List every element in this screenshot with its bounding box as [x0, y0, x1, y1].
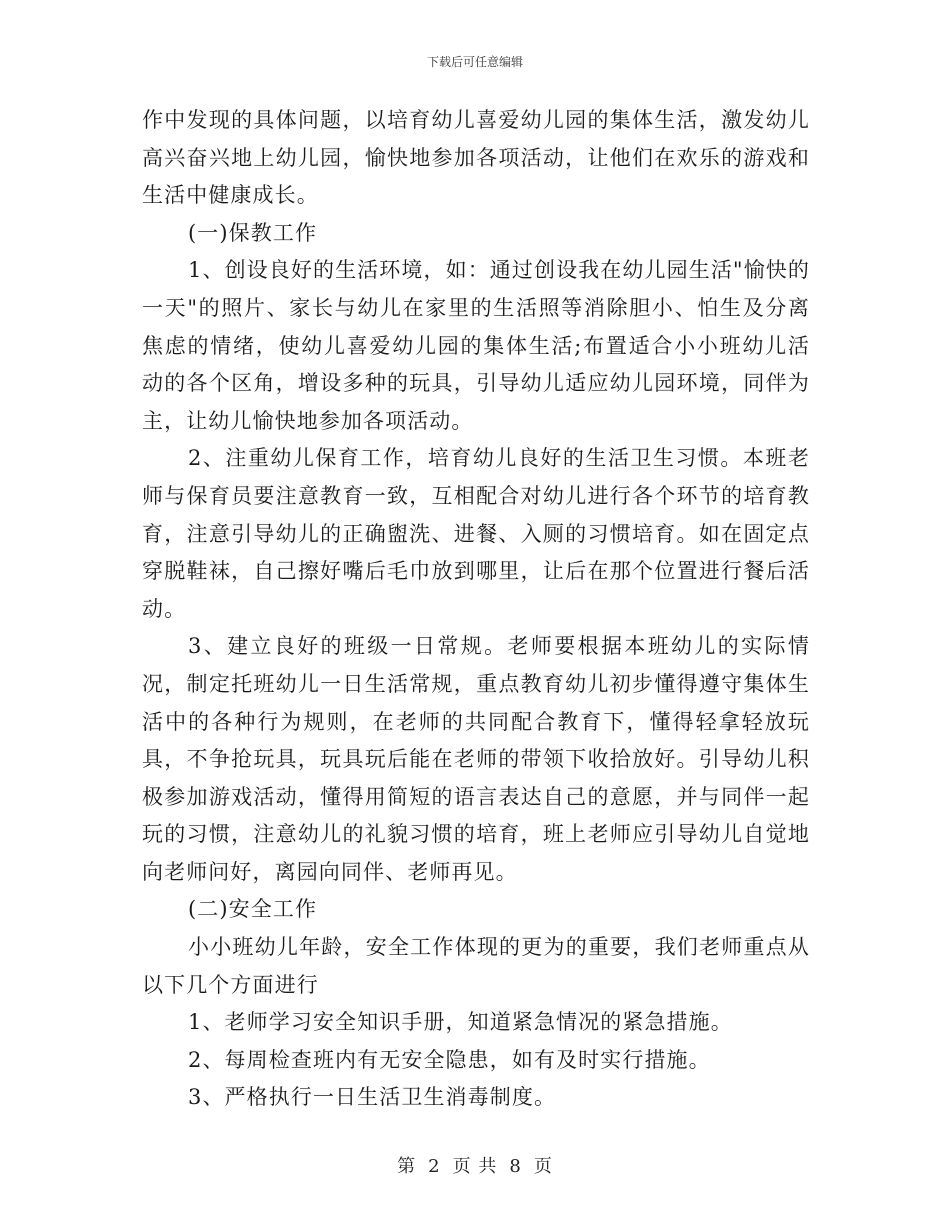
paragraph-environment: 1、创设良好的生活环境，如：通过创设我在幼儿园生活"愉快的一天"的照片、家长与幼儿在家里的生活照等消除胆小、怕生及分离焦虑的情绪，使幼儿喜爱幼儿园的集体生活;布置适合小小班幼儿活动的各个区角，增设多种的玩具，引导幼儿适应幼儿园环境，同伴为主，让幼儿愉快地参加各项活动。: [142, 258, 810, 433]
page-footer-middle: 页 共: [452, 1156, 498, 1177]
page-number-total: 8: [509, 1156, 522, 1177]
section-heading-safety: (二)安全工作: [188, 897, 318, 922]
paragraph-safety-intro: 小小班幼儿年龄，安全工作体现的更为的重要，我们老师重点从以下几个方面进行: [142, 935, 810, 997]
list-item-safety-3: 3、严格执行一日生活卫生消毒制度。: [188, 1085, 557, 1110]
header-note: 下载后可任意编辑: [426, 55, 523, 69]
paragraph-continuation: 作中发现的具体问题，以培育幼儿喜爱幼儿园的集体生活，激发幼儿高兴奋兴地上幼儿园，愉快地参加各项活动，让他们在欢乐的游戏和生活中健康成长。: [142, 108, 810, 208]
document-body: [142, 102, 810, 1117]
paragraph-daily-routine: 3、建立良好的班级一日常规。老师要根据本班幼儿的实际情况，制定托班幼儿一日生活常规，重点教育幼儿初步懂得遵守集体生活中的各种行为规则，在老师的共同配合教育下，懂得轻拿轻放玩具，不争抢玩具，玩具玩后能在老师的带领下收拾放好。引导幼儿积极参加游戏活动，懂得用简短的语言表达自己的意愿，并与同伴一起玩的习惯，注意幼儿的礼貌习惯的培育，班上老师应引导幼儿自觉地向老师问好，离园向同伴、老师再见。: [142, 634, 810, 884]
paragraph-hygiene: 2、注重幼儿保育工作，培育幼儿良好的生活卫生习惯。本班老师与保育员要注意教育一致，互相配合对幼儿进行各个环节的培育教育，注意引导幼儿的正确盥洗、进餐、入厕的习惯培育。如在固定点穿脱鞋袜，自己擦好嘴后毛巾放到哪里，让后在那个位置进行餐后活动。: [142, 446, 810, 621]
section-heading-care-education: (一)保教工作: [188, 220, 318, 245]
page-number-current: 2: [428, 1156, 441, 1177]
list-item-safety-1: 1、老师学习安全知识手册，知道紧急情况的紧急措施。: [188, 1010, 733, 1035]
page-footer: [0, 1152, 950, 1178]
page-footer-suffix: 页: [533, 1156, 553, 1177]
list-item-safety-2: 2、每周检查班内有无安全隐患，如有及时实行措施。: [188, 1047, 711, 1072]
page-footer-prefix: 第: [397, 1156, 417, 1177]
